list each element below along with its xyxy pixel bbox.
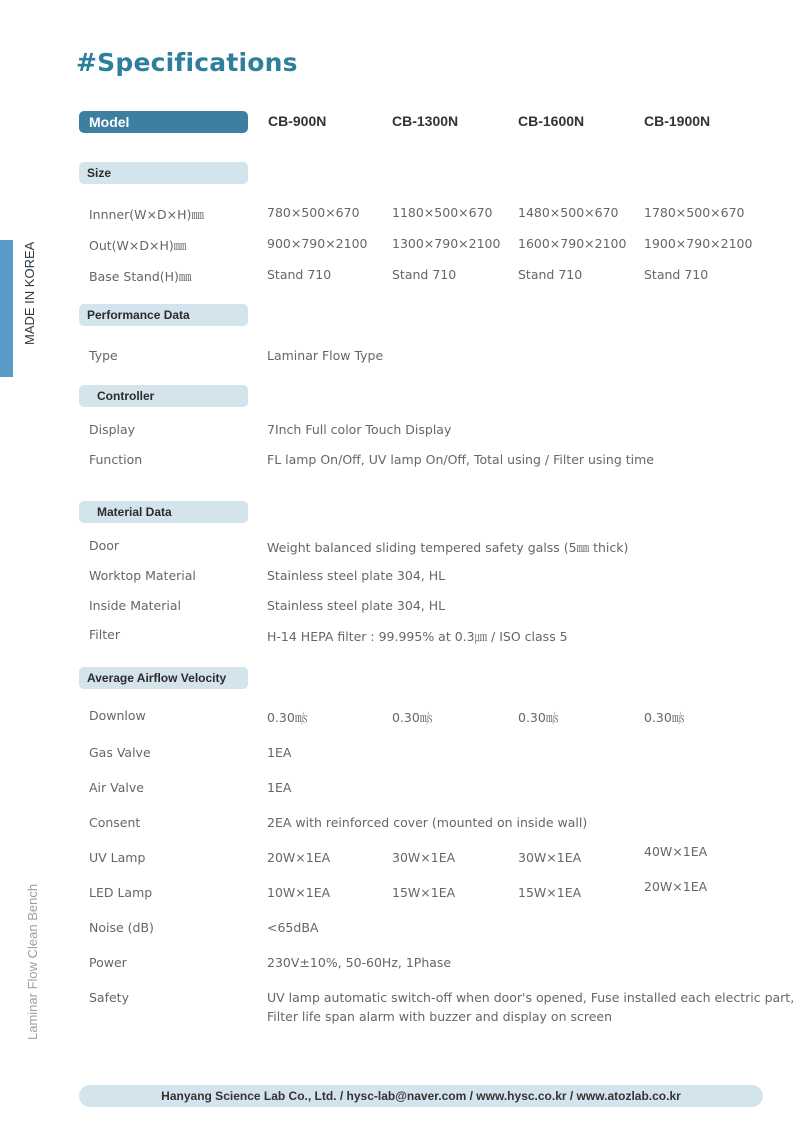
row-label-door: Door [89,538,120,553]
led-value-4: 20W×1EA [644,879,708,894]
product-name-vertical: Laminar Flow Clean Bench [25,883,40,1040]
downflow-value-2: 0.30㎧ [392,710,433,725]
row-label-gas: Gas Valve [89,745,151,760]
inside-value: Stainless steel plate 304, HL [267,598,446,613]
row-label-downflow: Downlow [89,708,146,723]
section-size: Size [79,162,248,184]
row-label-out: Out(W×D×H)㎜ [89,238,187,253]
inner-value-2: 1180×500×670 [392,205,493,220]
section-performance: Performance Data [79,304,248,326]
row-label-inside: Inside Material [89,598,181,613]
filter-value: H-14 HEPA filter : 99.995% at 0.3㎛ / ISO class 5 [267,629,568,644]
section-material: Material Data [79,501,248,523]
safety-value-line-1: UV lamp automatic switch-off when door's opened, Fuse installed each electric part, [267,990,794,1005]
downflow-value-1: 0.30㎧ [267,710,308,725]
model-col-3: CB-1600N [518,113,585,129]
row-label-type: Type [89,348,118,363]
row-label-base: Base Stand(H)㎜ [89,269,192,284]
led-value-1: 10W×1EA [267,885,331,900]
inner-value-4: 1780×500×670 [644,205,745,220]
section-airflow: Average Airflow Velocity [79,667,248,689]
row-label-air: Air Valve [89,780,144,795]
row-label-noise: Noise (dB) [89,920,154,935]
side-accent-bar [0,240,13,377]
led-value-3: 15W×1EA [518,885,582,900]
downflow-value-4: 0.30㎧ [644,710,685,725]
out-value-3: 1600×790×2100 [518,236,627,251]
out-value-1: 900×790×2100 [267,236,368,251]
made-in-korea-label: MADE IN KOREA [22,241,37,345]
row-label-safety: Safety [89,990,129,1005]
display-value: 7Inch Full color Touch Display [267,422,452,437]
worktop-value: Stainless steel plate 304, HL [267,568,446,583]
gas-value: 1EA [267,745,292,760]
out-value-2: 1300×790×2100 [392,236,501,251]
led-value-2: 15W×1EA [392,885,456,900]
inner-value-3: 1480×500×670 [518,205,619,220]
door-value: Weight balanced sliding tempered safety galss (5㎜ thick) [267,540,629,555]
model-col-4: CB-1900N [644,113,711,129]
model-col-1: CB-900N [268,113,327,129]
row-label-filter: Filter [89,627,120,642]
noise-value: <65dBA [267,920,319,935]
row-label-function: Function [89,452,143,467]
base-value-2: Stand 710 [392,267,457,282]
row-label-uv: UV Lamp [89,850,146,865]
row-label-inner: Innner(W×D×H)㎜ [89,207,204,222]
consent-value: 2EA with reinforced cover (mounted on inside wall) [267,815,588,830]
uv-value-2: 30W×1EA [392,850,456,865]
model-header: Model [79,111,248,133]
footer-contact-bar: Hanyang Science Lab Co., Ltd. / hysc-lab@naver.com / www.hysc.co.kr / www.atozlab.co.kr [79,1085,763,1107]
page-title: #Specifications [76,48,298,77]
uv-value-3: 30W×1EA [518,850,582,865]
base-value-3: Stand 710 [518,267,583,282]
row-label-worktop: Worktop Material [89,568,196,583]
type-value: Laminar Flow Type [267,348,384,363]
function-value: FL lamp On/Off, UV lamp On/Off, Total using / Filter using time [267,452,654,467]
model-col-2: CB-1300N [392,113,459,129]
row-label-display: Display [89,422,136,437]
row-label-led: LED Lamp [89,885,153,900]
inner-value-1: 780×500×670 [267,205,360,220]
section-controller: Controller [79,385,248,407]
air-value: 1EA [267,780,292,795]
row-label-power: Power [89,955,127,970]
row-label-consent: Consent [89,815,141,830]
base-value-4: Stand 710 [644,267,709,282]
base-value-1: Stand 710 [267,267,332,282]
safety-value-line-2: Filter life span alarm with buzzer and display on screen [267,1009,613,1024]
power-value: 230V±10%, 50-60Hz, 1Phase [267,955,452,970]
uv-value-1: 20W×1EA [267,850,331,865]
uv-value-4: 40W×1EA [644,844,708,859]
out-value-4: 1900×790×2100 [644,236,753,251]
downflow-value-3: 0.30㎧ [518,710,559,725]
